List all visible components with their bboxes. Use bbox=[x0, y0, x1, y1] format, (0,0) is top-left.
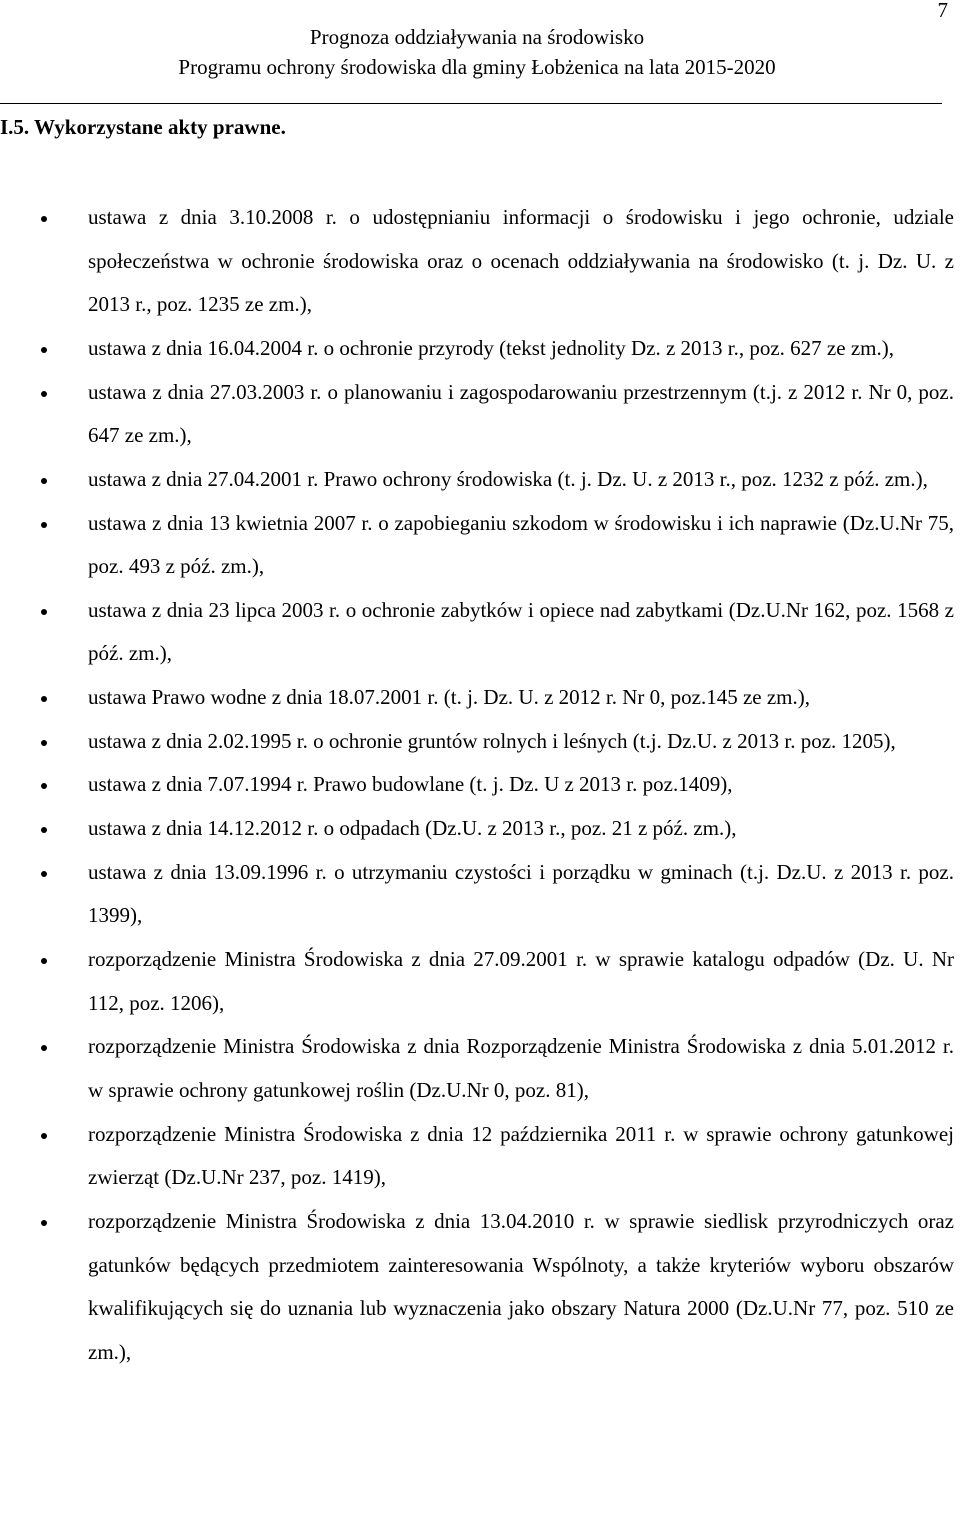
list-item-text: ustawa z dnia 2.02.1995 r. o ochronie gruntów rolnych i leśnych (t.j. Dz.U. z 2013 r. poz. 1205), bbox=[88, 728, 896, 753]
list-item-text: ustawa z dnia 27.03.2003 r. o planowaniu i zagospodarowaniu przestrzennym (t.j. z 2012 r. Nr 0, poz. 647 ze zm.), bbox=[88, 379, 954, 448]
bullet-icon bbox=[41, 347, 47, 353]
list-item bbox=[0, 807, 954, 851]
list-item bbox=[0, 327, 954, 371]
list-item-text: rozporządzenie Ministra Środowiska z dnia Rozporządzenie Ministra Środowiska z dnia 5.01.2012 r. w sprawie ochrony gatunkowej roślin (Dz.U.Nr 0, poz. 81), bbox=[88, 1034, 954, 1102]
list-item-text: ustawa z dnia 23 lipca 2003 r. o ochronie zabytków i opiece nad zabytkami (Dz.U.Nr 162, poz. 1568 z póź. zm.), bbox=[88, 597, 954, 666]
list-item bbox=[0, 1025, 954, 1112]
bullet-icon bbox=[41, 478, 47, 484]
list-item bbox=[0, 676, 954, 720]
bullet-icon bbox=[41, 609, 47, 615]
header-subtitle: Programu ochrony środowiska dla gminy Łobżenica na lata 2015-2020 bbox=[178, 55, 776, 79]
list-item bbox=[0, 458, 954, 502]
bullet-icon bbox=[41, 391, 47, 397]
bullet-icon bbox=[41, 1220, 47, 1226]
list-item bbox=[0, 851, 954, 938]
list-item-text: ustawa z dnia 13.09.1996 r. o utrzymaniu czystości i porządku w gminach (t.j. Dz.U. z 2013 r. poz. 1399), bbox=[88, 859, 954, 928]
document-header bbox=[0, 22, 954, 82]
list-item bbox=[0, 1200, 954, 1374]
bullet-icon bbox=[41, 783, 47, 789]
page-number: 7 bbox=[937, 0, 948, 22]
bullet-icon bbox=[41, 871, 47, 877]
list-item-text: ustawa z dnia 16.04.2004 r. o ochronie przyrody (tekst jednolity Dz. z 2013 r., poz. 627 ze zm.), bbox=[88, 335, 894, 360]
bullet-icon bbox=[41, 1045, 47, 1051]
bullet-icon bbox=[41, 1133, 47, 1139]
legal-acts-list bbox=[0, 196, 954, 1374]
bullet-icon bbox=[41, 216, 47, 222]
header-title: Prognoza oddziaływania na środowisko bbox=[309, 25, 645, 49]
list-item-text: ustawa z dnia 3.10.2008 r. o udostępnianiu informacji o środowisku i jego ochronie, udziale społeczeństwa w ochronie środowiska oraz o ocenach oddziaływania na środowisko (t. j. Dz. U. z 2013 r., poz. 1235 ze zm.), bbox=[88, 205, 954, 317]
list-item bbox=[0, 763, 954, 807]
list-item bbox=[0, 502, 954, 589]
list-item-text: rozporządzenie Ministra Środowiska z dnia 27.09.2001 r. w sprawie katalogu odpadów (Dz. U. Nr 112, poz. 1206), bbox=[88, 947, 954, 1015]
bullet-icon bbox=[41, 740, 47, 746]
list-item bbox=[0, 196, 954, 327]
list-item bbox=[0, 720, 954, 764]
bullet-icon bbox=[41, 522, 47, 528]
section-title: I.5. Wykorzystane akty prawne. bbox=[0, 115, 286, 139]
list-item-text: ustawa z dnia 13 kwietnia 2007 r. o zapobieganiu szkodom w środowisku i ich naprawie (Dz.U.Nr 75, poz. 493 z póź. zm.), bbox=[88, 510, 954, 579]
list-item-text: rozporządzenie Ministra Środowiska z dnia 13.04.2010 r. w sprawie siedlisk przyrodniczych oraz gatunków będących przedmiotem zainteresowania Wspólnoty, a także kryteriów wyboru obszarów kwalifikujących się do uznania lub wyznaczenia jako obszary Natura 2000 (Dz.U.Nr 77, poz. 510 ze zm.), bbox=[88, 1208, 954, 1364]
list-item-text: ustawa z dnia 14.12.2012 r. o odpadach (Dz.U. z 2013 r., poz. 21 z póź. zm.), bbox=[88, 816, 737, 841]
list-item bbox=[0, 589, 954, 676]
bullet-icon bbox=[41, 696, 47, 702]
bullet-icon bbox=[41, 827, 47, 833]
list-item-text: ustawa Prawo wodne z dnia 18.07.2001 r. (t. j. Dz. U. z 2012 r. Nr 0, poz.145 ze zm.), bbox=[88, 685, 811, 710]
list-item-text: rozporządzenie Ministra Środowiska z dnia 12 października 2011 r. w sprawie ochrony gatunkowej zwierząt (Dz.U.Nr 237, poz. 1419), bbox=[88, 1121, 954, 1190]
list-item-text: ustawa z dnia 7.07.1994 r. Prawo budowlane (t. j. Dz. U z 2013 r. poz.1409), bbox=[88, 772, 733, 797]
list-item bbox=[0, 1113, 954, 1200]
list-item bbox=[0, 371, 954, 458]
list-item bbox=[0, 938, 954, 1025]
list-item-text: ustawa z dnia 27.04.2001 r. Prawo ochrony środowiska (t. j. Dz. U. z 2013 r., poz. 1232 z póź. zm.), bbox=[88, 466, 928, 491]
header-divider bbox=[0, 103, 942, 104]
bullet-icon bbox=[41, 958, 47, 964]
